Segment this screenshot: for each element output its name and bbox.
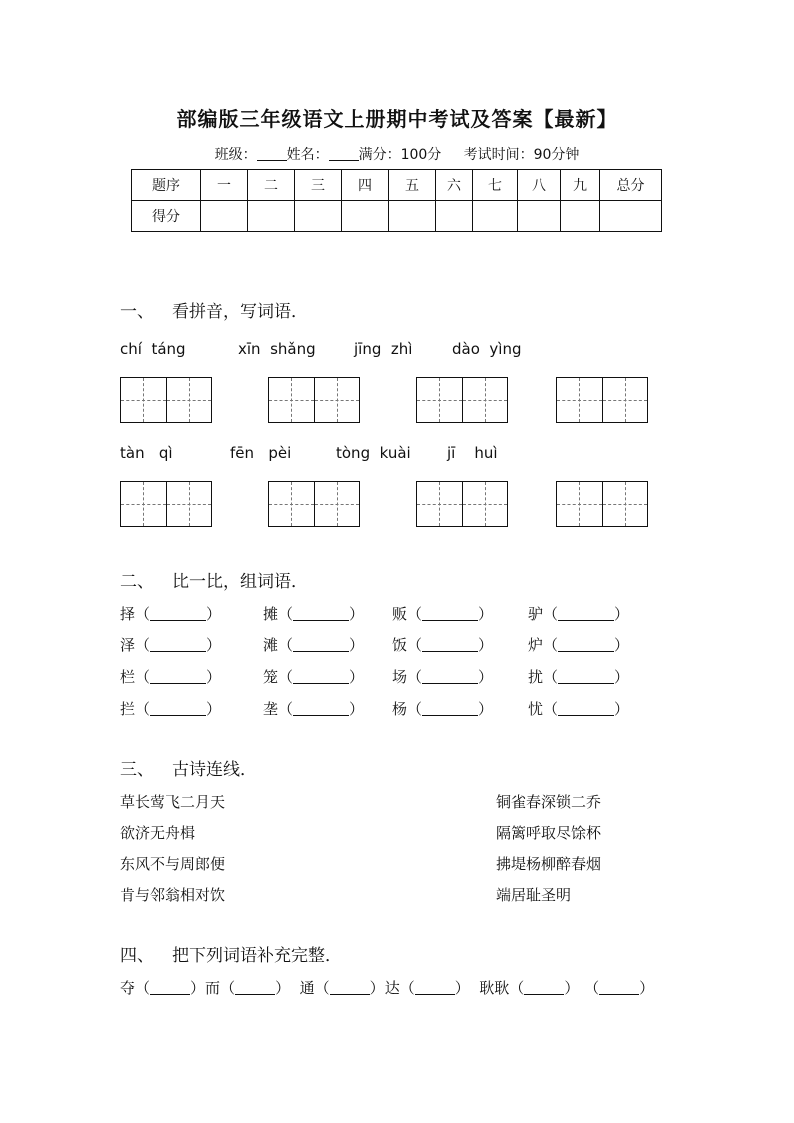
- writing-grid[interactable]: [268, 377, 360, 423]
- section-heading: 比一比，组词语．: [172, 572, 308, 592]
- word-blank[interactable]: [150, 701, 206, 716]
- compare-item: [120, 634, 221, 655]
- compare-char: 贩: [392, 605, 408, 623]
- paren-open: （: [543, 668, 559, 686]
- paren-close: ）: [349, 668, 365, 686]
- paren-open: （: [543, 636, 559, 654]
- header-cell: 题序: [132, 170, 201, 201]
- header-cell: 一: [201, 170, 248, 201]
- paren-open: （: [220, 979, 236, 997]
- paren-open: （: [278, 636, 294, 654]
- score-cell[interactable]: [600, 201, 662, 232]
- writing-grid[interactable]: [268, 481, 360, 527]
- paren-close: ）: [275, 979, 291, 997]
- header-cell: 六: [436, 170, 473, 201]
- paren-close: ）: [349, 605, 365, 623]
- poem-left[interactable]: 肯与邻翁相对饮: [120, 886, 226, 904]
- header-cell: 五: [389, 170, 436, 201]
- paren-close: ）: [454, 979, 470, 997]
- word-blank[interactable]: [293, 669, 349, 684]
- paren-close: ）: [190, 979, 206, 997]
- writing-grid[interactable]: [556, 377, 648, 423]
- word-blank[interactable]: [293, 701, 349, 716]
- score-cell[interactable]: [518, 201, 561, 232]
- compare-char: 忧: [528, 700, 544, 718]
- word-blank[interactable]: [422, 637, 478, 652]
- score-cell[interactable]: [295, 201, 342, 232]
- idiom-blank[interactable]: [599, 980, 639, 995]
- pinyin-label: jī huì: [447, 444, 498, 462]
- name-blank[interactable]: [329, 146, 359, 161]
- section-number: 二、: [120, 572, 154, 592]
- compare-item: [120, 698, 221, 719]
- paren-open: （: [543, 700, 559, 718]
- paren-open: （: [399, 979, 415, 997]
- compare-char: 泽: [120, 636, 136, 654]
- page-title: 部编版三年级语文上册期中考试及答案【最新】: [176, 107, 618, 131]
- pinyin-label: tàn qì: [120, 444, 173, 462]
- compare-item: [120, 666, 221, 687]
- class-label: 班级：: [214, 147, 257, 163]
- paren-open: （: [407, 636, 423, 654]
- compare-char: 滩: [263, 636, 279, 654]
- score-cell[interactable]: [436, 201, 473, 232]
- paren-close: ）: [614, 605, 630, 623]
- compare-char: 摊: [263, 605, 279, 623]
- paren-close: ）: [478, 668, 494, 686]
- paren-close: ）: [349, 636, 365, 654]
- header-cell: 二: [248, 170, 295, 201]
- compare-char: 笼: [263, 668, 279, 686]
- compare-char: 择: [120, 605, 136, 623]
- paren-close: ）: [639, 979, 655, 997]
- idiom-char: 夺: [120, 979, 136, 997]
- paren-close: ）: [614, 668, 630, 686]
- compare-item: [528, 634, 629, 655]
- idiom-blank[interactable]: [524, 980, 564, 995]
- paren-close: ）: [206, 700, 222, 718]
- compare-char: 扰: [528, 668, 544, 686]
- section-4-title: [120, 941, 342, 966]
- paren-close: ）: [614, 700, 630, 718]
- compare-char: 栏: [120, 668, 136, 686]
- idiom-char: 通: [299, 979, 315, 997]
- header-cell: 三: [295, 170, 342, 201]
- score-row-label: 得分: [132, 201, 201, 232]
- word-blank[interactable]: [293, 606, 349, 621]
- header-cell: 七: [473, 170, 518, 201]
- poem-right[interactable]: 拂堤杨柳醉春烟: [496, 855, 602, 873]
- idiom-char: 达: [384, 979, 400, 997]
- word-blank[interactable]: [558, 637, 614, 652]
- paren-open: （: [278, 668, 294, 686]
- section-3-title: [120, 755, 257, 780]
- compare-item: [528, 698, 629, 719]
- header-cell: 八: [518, 170, 561, 201]
- section-2-title: [120, 567, 308, 592]
- word-blank[interactable]: [422, 606, 478, 621]
- compare-item: [528, 666, 629, 687]
- compare-char: 饭: [392, 636, 408, 654]
- word-blank[interactable]: [293, 637, 349, 652]
- header-cell: 总分: [600, 170, 662, 201]
- score-table: [131, 169, 662, 232]
- writing-grid[interactable]: [416, 481, 508, 527]
- pinyin-label: tòng kuài: [336, 444, 411, 462]
- score-cell[interactable]: [248, 201, 295, 232]
- paren-close: ）: [206, 636, 222, 654]
- section-heading: 看拼音，写词语．: [172, 302, 308, 322]
- compare-item: [263, 666, 364, 687]
- poem-left[interactable]: 东风不与周郎便: [120, 855, 226, 873]
- idiom-char: 而: [205, 979, 221, 997]
- paren-open: （: [135, 605, 151, 623]
- writing-grid[interactable]: [120, 377, 212, 423]
- word-blank[interactable]: [558, 669, 614, 684]
- paren-open: （: [543, 605, 559, 623]
- full-score: 满分：100分: [358, 147, 442, 163]
- paren-open: （: [407, 700, 423, 718]
- poem-left[interactable]: 欲济无舟楫: [120, 824, 196, 842]
- idiom-blank[interactable]: [330, 980, 370, 995]
- word-blank[interactable]: [150, 637, 206, 652]
- paren-open: （: [314, 979, 330, 997]
- paren-open: （: [509, 979, 525, 997]
- poem-right[interactable]: 铜雀春深锁二乔: [496, 793, 602, 811]
- writing-grid[interactable]: [416, 377, 508, 423]
- word-blank[interactable]: [558, 701, 614, 716]
- paren-open: （: [584, 979, 600, 997]
- section-heading: 古诗连线．: [172, 760, 257, 780]
- score-cell[interactable]: [389, 201, 436, 232]
- paren-close: ）: [349, 700, 365, 718]
- paren-close: ）: [478, 605, 494, 623]
- compare-char: 驴: [528, 605, 544, 623]
- compare-item: [392, 666, 493, 687]
- score-cell[interactable]: [342, 201, 389, 232]
- paren-close: ）: [478, 700, 494, 718]
- paren-close: ）: [206, 605, 222, 623]
- paren-close: ）: [478, 636, 494, 654]
- compare-item: [263, 634, 364, 655]
- pinyin-label: fēn pèi: [230, 444, 292, 462]
- pinyin-label: jīng zhì: [354, 340, 413, 358]
- poem-right[interactable]: 隔篱呼取尽馀杯: [496, 824, 602, 842]
- paren-close: ）: [206, 668, 222, 686]
- score-table-header: [132, 170, 662, 201]
- word-blank[interactable]: [558, 606, 614, 621]
- score-cell[interactable]: [561, 201, 600, 232]
- score-cell[interactable]: [473, 201, 518, 232]
- writing-grid[interactable]: [556, 481, 648, 527]
- compare-item: [392, 603, 493, 624]
- pinyin-label: chí táng: [120, 340, 186, 358]
- word-blank[interactable]: [150, 606, 206, 621]
- score-table-row: [132, 201, 662, 232]
- section-heading: 把下列词语补充完整．: [172, 946, 342, 966]
- score-cell[interactable]: [201, 201, 248, 232]
- pinyin-label: xīn shǎng: [238, 340, 316, 358]
- class-blank[interactable]: [257, 146, 287, 161]
- paren-open: （: [407, 668, 423, 686]
- paren-open: （: [135, 668, 151, 686]
- compare-item: [392, 698, 493, 719]
- paren-open: （: [135, 636, 151, 654]
- section-number: 四、: [120, 946, 154, 966]
- word-blank[interactable]: [150, 669, 206, 684]
- name-label: 姓名：: [286, 147, 329, 163]
- paren-open: （: [278, 605, 294, 623]
- header-cell: 九: [561, 170, 600, 201]
- pinyin-label: dào yìng: [452, 340, 522, 358]
- idiom-blank[interactable]: [235, 980, 275, 995]
- compare-char: 垄: [263, 700, 279, 718]
- paren-close: ）: [614, 636, 630, 654]
- paren-close: ）: [564, 979, 580, 997]
- paren-open: （: [407, 605, 423, 623]
- idiom-blank[interactable]: [150, 980, 190, 995]
- writing-grid[interactable]: [120, 481, 212, 527]
- paren-open: （: [135, 700, 151, 718]
- word-blank[interactable]: [422, 669, 478, 684]
- compare-item: [528, 603, 629, 624]
- compare-item: [392, 634, 493, 655]
- exam-time: 考试时间：90分钟: [463, 147, 580, 163]
- compare-char: 杨: [392, 700, 408, 718]
- header-cell: 四: [342, 170, 389, 201]
- paren-open: （: [135, 979, 151, 997]
- compare-item: [263, 603, 364, 624]
- section-number: 一、: [120, 302, 154, 322]
- section-number: 三、: [120, 760, 154, 780]
- student-info-line: [0, 144, 794, 164]
- compare-char: 场: [392, 668, 408, 686]
- word-blank[interactable]: [422, 701, 478, 716]
- idiom-fill-line: [120, 977, 654, 998]
- poem-right[interactable]: 端居耻圣明: [496, 886, 572, 904]
- section-1-title: [120, 297, 308, 322]
- compare-item: [120, 603, 221, 624]
- compare-char: 拦: [120, 700, 136, 718]
- idiom-blank[interactable]: [415, 980, 455, 995]
- poem-left[interactable]: 草长莺飞二月天: [120, 793, 226, 811]
- paren-open: （: [278, 700, 294, 718]
- compare-char: 炉: [528, 636, 544, 654]
- paren-close: ）: [369, 979, 385, 997]
- compare-item: [263, 698, 364, 719]
- idiom-char: 耿耿: [479, 979, 510, 997]
